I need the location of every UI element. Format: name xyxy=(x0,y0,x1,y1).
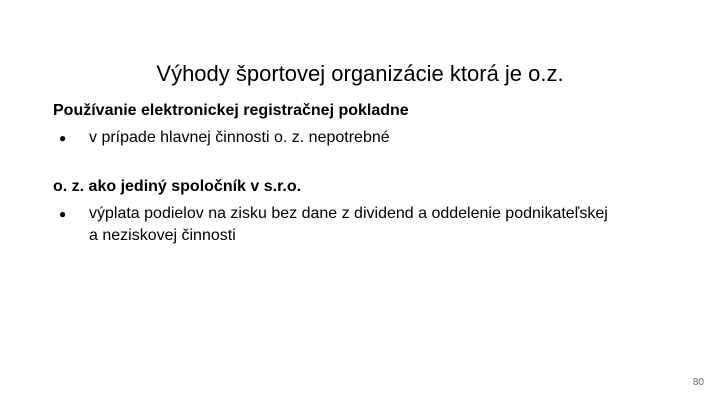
bullet-list xyxy=(53,127,613,149)
bullet-item xyxy=(53,127,613,149)
page-number: 80 xyxy=(692,377,704,388)
bullet-dot-icon: ● xyxy=(59,207,67,221)
section-electronic-register xyxy=(53,101,613,149)
bullet-text: výplata podielov na zisku bez dane z dividend a oddelenie podnikateľskej a neziskovej činnosti xyxy=(89,205,608,244)
section-sole-shareholder xyxy=(53,177,613,247)
bullet-list xyxy=(53,203,613,247)
bullet-text: v prípade hlavnej činnosti o. z. nepotrebné xyxy=(89,129,390,146)
section-heading: o. z. ako jediný spoločník v s.r.o. xyxy=(53,178,302,195)
section-heading: Používanie elektronickej registračnej pokladne xyxy=(53,102,409,119)
bullet-item xyxy=(53,203,613,247)
slide-title: Výhody športovej organizácie ktorá je o.z. xyxy=(156,60,564,86)
bullet-dot-icon: ● xyxy=(59,131,67,145)
